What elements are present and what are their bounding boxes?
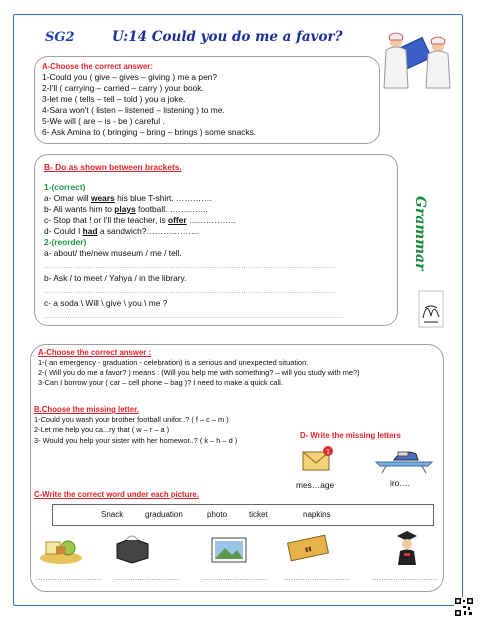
grammar-side-label: Grammar — [412, 196, 428, 271]
missing-word-2: iro…. — [390, 478, 411, 488]
vocab-c-title: C-Write the correct word under each picture. — [34, 490, 199, 499]
reorder-a: a- about/ the/new museum / me / tell. — [44, 248, 182, 258]
answer-blank-2: ............................ — [114, 575, 180, 582]
question-5: 5-We will ( are – is - be ) careful . — [42, 116, 165, 126]
answer-line-a: ………………………………………………………………………………………………………… — [44, 263, 336, 270]
ironing-icon — [372, 442, 436, 474]
graduation-picture — [392, 526, 422, 566]
word-bank-item: Snack — [101, 510, 124, 519]
word-bank-item: photo — [207, 510, 228, 519]
unit-title: U:14 Could you do me a favor? — [112, 29, 343, 45]
correct-c: c- Stop that ! or I'll the teacher, is offer …………….. — [44, 215, 236, 225]
lesson-code: SG2 — [45, 30, 75, 45]
question-2: 2-I'll ( carrying – carried – carry ) your book. — [42, 83, 204, 93]
word-bank-item: ticket — [249, 510, 268, 519]
reorder-b: b- Ask / to meet / Yahya / in the library. — [44, 273, 187, 283]
vocab-q3: 3-Can I borrow your ( car – cell phone – bag )? I need to make a quick call. — [38, 378, 283, 387]
answer-line-b: ………………………………………………………………………………………………………… — [44, 288, 336, 295]
word-bank-item: graduation — [145, 510, 183, 519]
reorder-label: 2-(reorder) — [44, 237, 87, 247]
vocab-b-title: B.Choose the missing letter. — [34, 405, 139, 414]
correct-label: 1-(correct) — [44, 182, 86, 192]
question-1: 1-Could you ( give – gives – giving ) me a pen? — [42, 72, 218, 82]
answer-blank-1: ............................ — [36, 575, 102, 582]
letter-q3: 3- Would you help your sister with her homewor..? ( k – h – d ) — [34, 436, 238, 445]
question-6: 6- Ask Amina to ( bringing – bring – brings ) some snacks. — [42, 127, 257, 137]
answer-blank-4: ............................ — [284, 575, 350, 582]
vocab-q1: 1-( an emergency - graduation - celebration) is a serious and unexpected situation. — [38, 358, 309, 367]
correct-d: d- Could I had a sandwich?………………. — [44, 226, 199, 236]
ticket-picture — [286, 534, 330, 562]
section-a-title: A-Choose the correct answer: — [42, 62, 153, 71]
word-bank — [52, 504, 434, 526]
svg-text:1: 1 — [326, 448, 330, 456]
napkins-picture — [112, 530, 152, 564]
reorder-c: c- a soda \ Will \ give \ you \ me ? — [44, 298, 168, 308]
missing-word-1: mes…age — [296, 480, 335, 490]
word-bank-item: napkins — [303, 510, 331, 519]
letter-q1: 1-Could you wash your brother football unifor..? ( f – c – m ) — [34, 415, 229, 424]
vocab-d-title: D- Write the missing letters — [300, 431, 401, 440]
letter-q2: 2-Let me help you ca...ry that ( w – r – a ) — [34, 425, 170, 434]
qr-code-icon — [454, 597, 474, 617]
favor-illustration — [380, 22, 456, 92]
vocab-a-title: A-Choose the correct answer : — [38, 348, 152, 357]
question-4: 4-Sara won't ( listen – listened – listening ) to me. — [42, 105, 225, 115]
question-3: 3-let me ( tells – tell – told ) you a joke. — [42, 94, 186, 104]
photo-picture — [210, 534, 250, 564]
answer-line-c: ........................................................................................................................................................ — [44, 314, 343, 320]
correct-b: b- Ali wants him to plays football. ………….. — [44, 204, 208, 214]
answer-blank-5: ............................ — [372, 575, 438, 582]
svg-text:▮▮: ▮▮ — [304, 545, 313, 554]
vocab-q2: 2-( Will you do me a favor? ) means : (Will you help me with something? – will you study with me?) — [38, 368, 360, 377]
correct-a: a- Omar will wears his blue T-shirt. …………. — [44, 193, 212, 203]
answer-blank-3: ............................ — [202, 575, 268, 582]
snack-picture — [38, 532, 84, 566]
calligraphy-logo — [418, 290, 444, 328]
section-b-title: B- Do as shown between brackets. — [44, 162, 182, 172]
message-envelope-icon — [300, 444, 336, 474]
